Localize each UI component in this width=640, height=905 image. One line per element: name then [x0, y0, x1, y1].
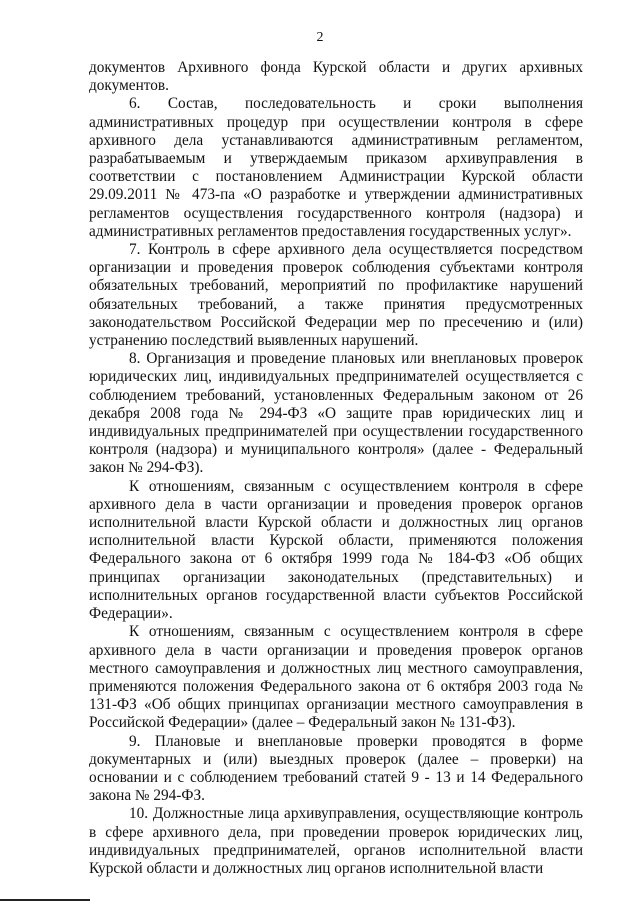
paragraph-9: 9. Плановые и внеплановые проверки проводятся в форме документарных и (или) выездных проверок (далее – проверки) на основании и с соблюдением требований статей 9 - 13 и 14 Федерального закона № 294-ФЗ.: [89, 732, 583, 805]
paragraph-8-municipal: К отношениям, связанным с осуществлением контроля в сфере архивного дела в части организации и проведения проверок органов местного самоуправления и должностных лиц местного самоуправления, применяются положения Федерального закона от 6 октября 2003 года № 131-ФЗ «Об общих принципах организации местного самоуправления в Российской Федерации» (далее – Федеральный закон № 131-ФЗ).: [89, 623, 583, 732]
paragraph-continuation: документов Архивного фонда Курской области и других архивных документов.: [89, 59, 583, 95]
paragraph-8: 8. Организация и проведение плановых или внеплановых проверок юридических лиц, индивидуальных предпринимателей осуществляется с соблюдением требований, установленных Федеральным законом от 26 декабря 2008 года № 294-ФЗ «О защите прав юридических лиц и индивидуальных предпринимателей при осуществлении государственного контроля (надзора) и муниципального контроля» (далее - Федеральный закон № 294-ФЗ).: [89, 350, 583, 477]
page-number: 2: [316, 30, 324, 45]
paragraph-10: 10. Должностные лица архивуправления, осуществляющие контроль в сфере архивного дела, при проведении проверок юридических лиц, индивидуальных предпринимателей, органов исполнительной власти Курской области и должностных лиц органов исполнительной власти: [89, 805, 583, 877]
paragraph-8-regional: К отношениям, связанным с осуществлением контроля в сфере архивного дела в части организации и проведения проверок органов исполнительной власти Курской области и должностных лиц органов исполнительной власти Курской области, применяются положения Федерального закона от 6 октября 1999 года № 184-ФЗ «Об общих принципах организации законодательных (представительных) и исполнительных органов государственной власти субъектов Российской Федерации».: [89, 477, 583, 623]
paragraph-6: 6. Состав, последовательность и сроки выполнения административных процедур при осуществлении контроля в сфере архивного дела устанавливаются административным регламентом, разрабатываемым и утверждаемым приказом архивуправления в соответствии с постановлением Администрации Курской области 29.09.2011 № 473-па «О разработке и утверждении административных регламентов осуществления государственного контроля (надзора) и административных регламентов предоставления государственных услуг».: [89, 95, 583, 240]
paragraph-7: 7. Контроль в сфере архивного дела осуществляется посредством организации и проведения проверок соблюдения субъектами контроля обязательных требований, мероприятий по профилактике нарушений обязательных требований, а также принятия предусмотренных законодательством Российской Федерации мер по пресечению и (или) устранению последствий выявленных нарушений.: [89, 241, 583, 350]
footer-divider: [0, 899, 90, 901]
document-body: [89, 59, 583, 878]
